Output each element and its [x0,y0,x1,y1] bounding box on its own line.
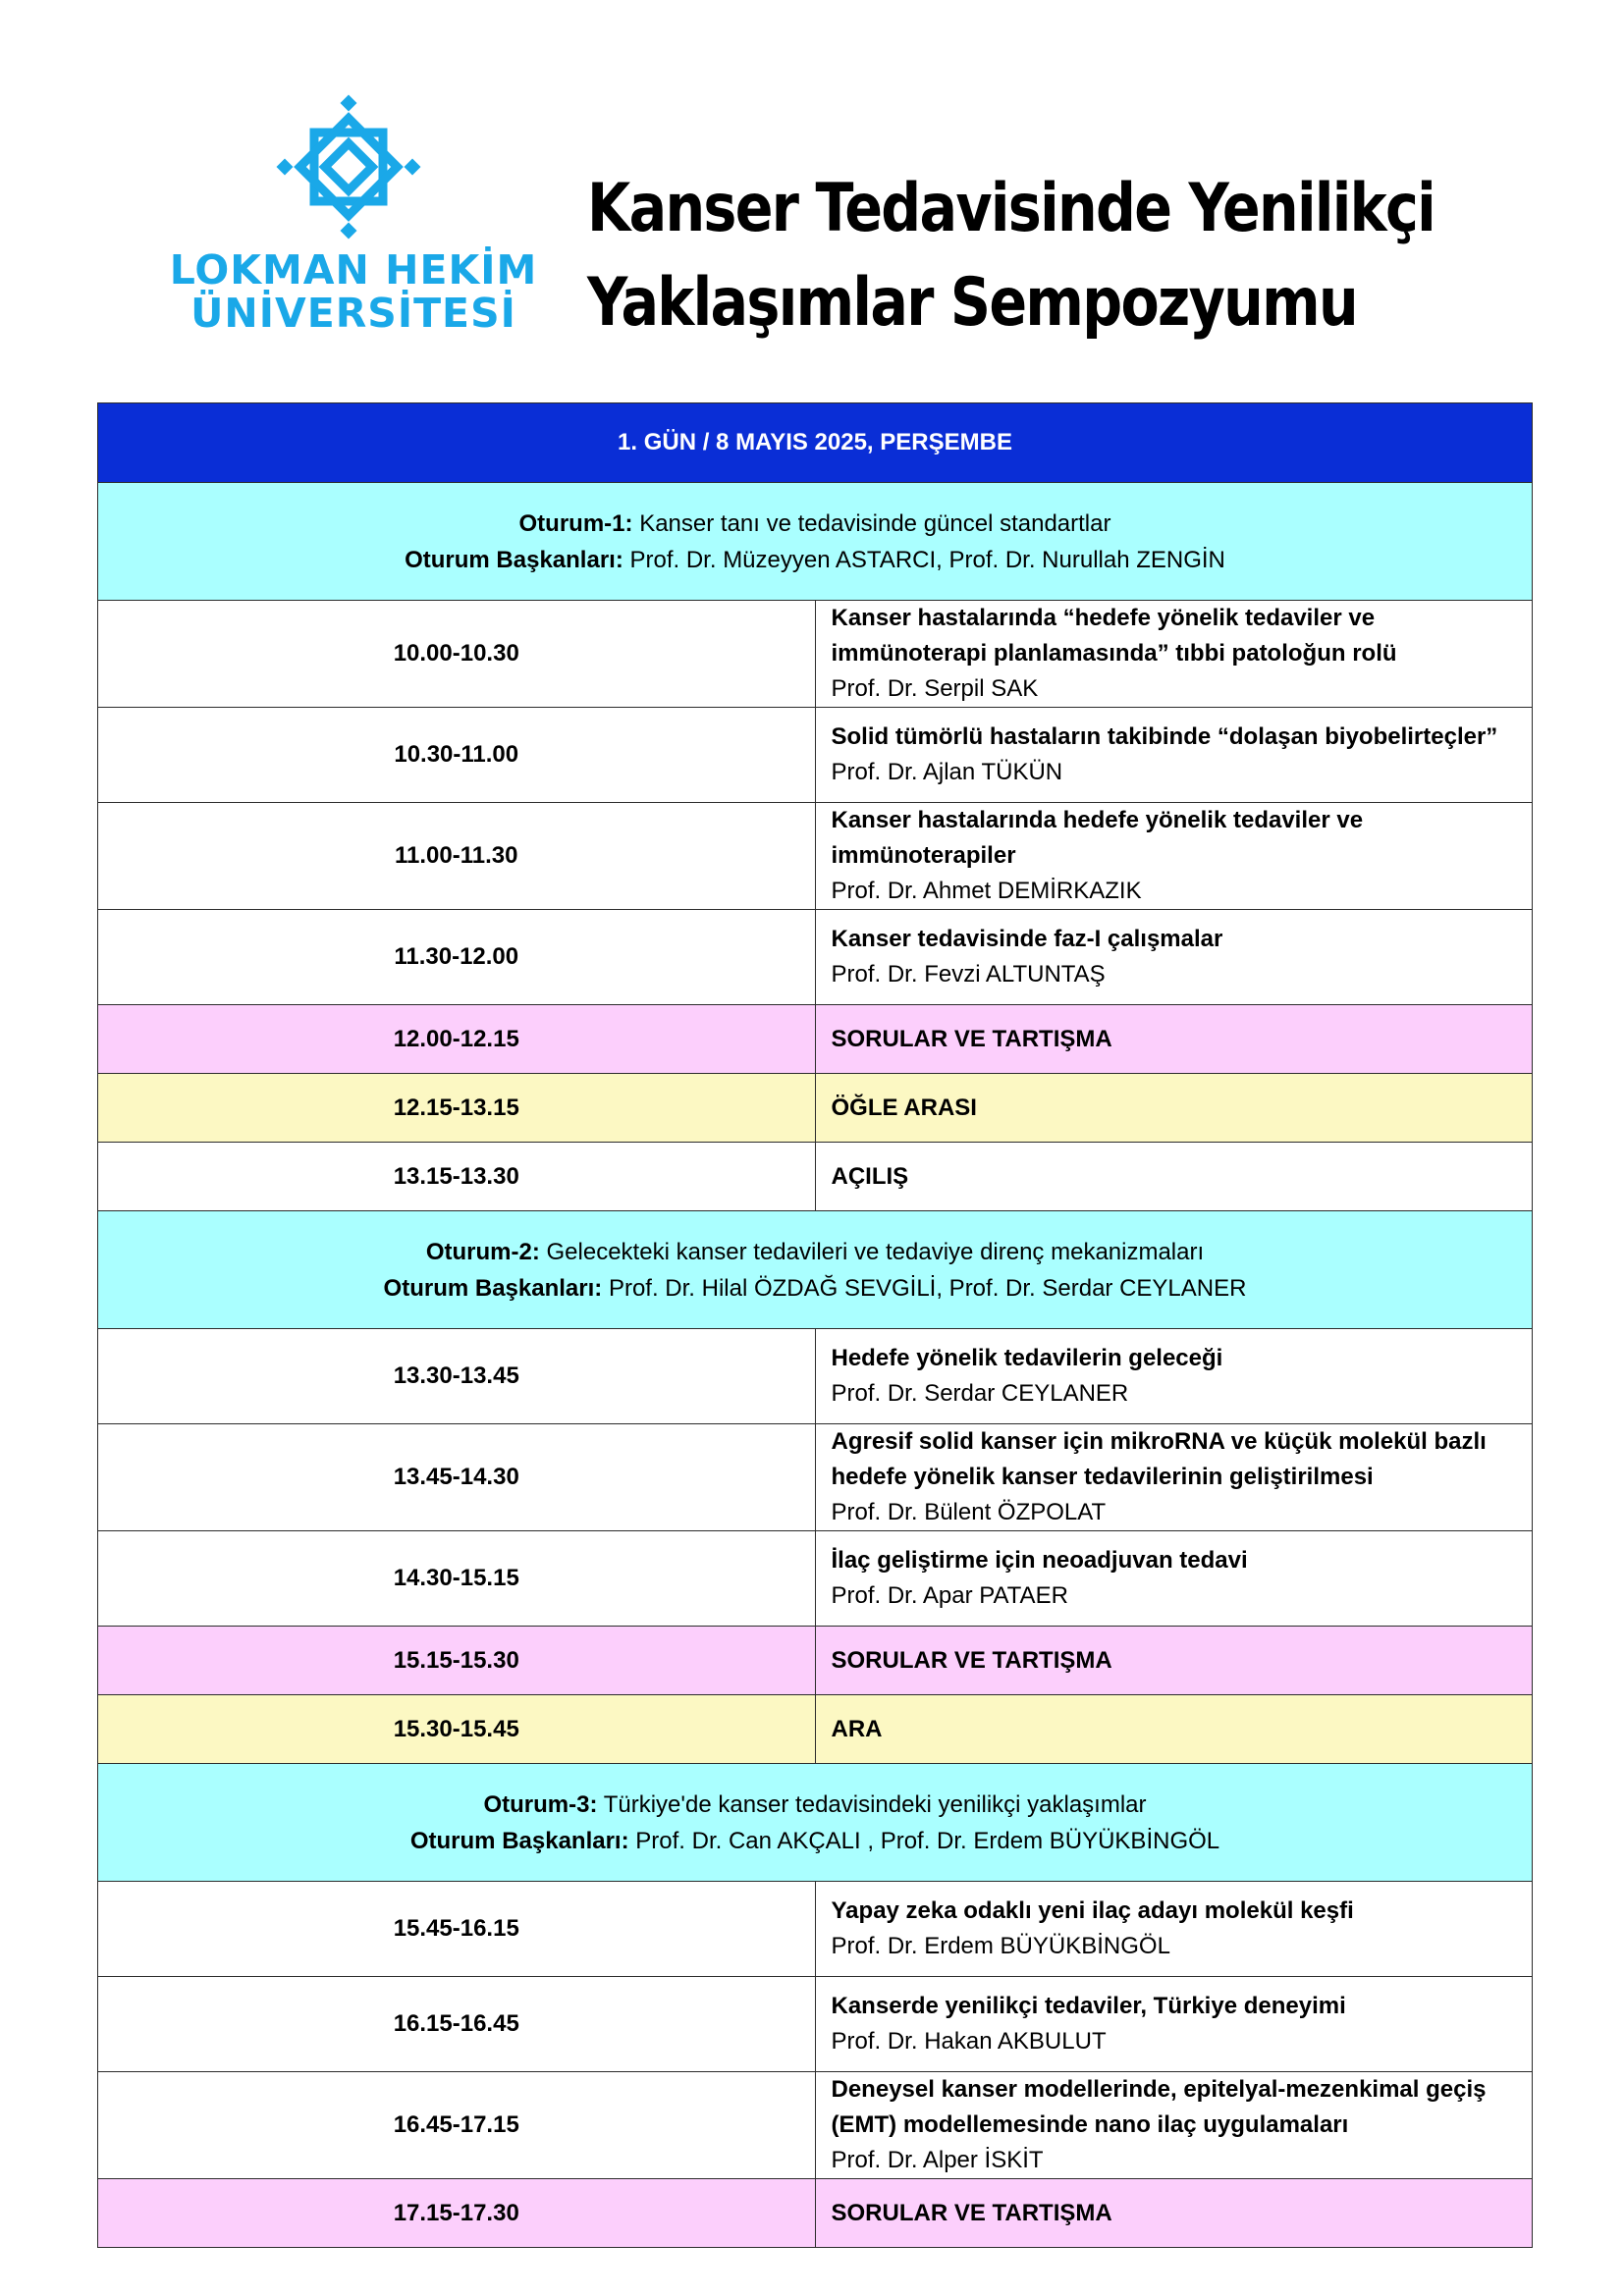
session-label: Oturum-1: [518,509,633,537]
session-header [98,483,1533,601]
session-chairs: Prof. Dr. Hilal ÖZDAĞ SEVGİLİ, Prof. Dr. Serdar CEYLANER [608,1274,1247,1302]
qa-row [98,1005,1533,1074]
break-row [98,1695,1533,1764]
session-chairs: Prof. Dr. Müzeyyen ASTARCI, Prof. Dr. Nurullah ZENGİN [629,546,1225,573]
talk-title: İlaç geliştirme için neoadjuvan tedavi [831,1547,1248,1574]
talk-title: Yapay zeka odaklı yeni ilaç adayı molekül keşfi [831,1897,1354,1924]
time-cell: 12.00-12.15 [98,1005,816,1074]
title-line-2: Yaklaşımlar Sempozyumu [587,264,1357,342]
session-title: Gelecekteki kanser tedavileri ve tedaviye direnç mekanizmaları [546,1238,1205,1265]
qa-row [98,1627,1533,1695]
break-label: ÖĞLE ARASI [815,1074,1533,1143]
speaker-name: Prof. Dr. Ahmet DEMİRKAZIK [831,878,1142,904]
page-title [587,162,1435,350]
logo-line-2: ÜNİVERSİTESİ [190,290,516,337]
time-cell: 15.45-16.15 [98,1882,816,1977]
break-row [98,1074,1533,1143]
speaker-name: Prof. Dr. Fevzi ALTUNTAŞ [831,961,1106,988]
title-line-1: Kanser Tedavisinde Yenilikçi [587,170,1435,247]
time-cell: 16.15-16.45 [98,1977,816,2072]
talk-cell [815,1329,1533,1424]
session-header [98,1764,1533,1882]
session-title: Kanser tanı ve tedavisinde güncel standartlar [639,509,1111,537]
university-logo [162,93,545,348]
table-row [98,1329,1533,1424]
table-row [98,1977,1533,2072]
day-header-row [98,403,1533,483]
talk-cell [815,803,1533,910]
time-cell: 10.00-10.30 [98,601,816,708]
session-header-row [98,1211,1533,1329]
session-header-row [98,483,1533,601]
table-row [98,1531,1533,1627]
table-row [98,1882,1533,1977]
speaker-name: Prof. Dr. Alper İSKİT [831,2147,1044,2173]
speaker-name: Prof. Dr. Bülent ÖZPOLAT [831,1499,1107,1525]
time-cell: 12.15-13.15 [98,1074,816,1143]
session-chairs: Prof. Dr. Can AKÇALI , Prof. Dr. Erdem BÜYÜKBİNGÖL [635,1827,1220,1854]
talk-cell [815,2072,1533,2179]
speaker-name: Prof. Dr. Apar PATAER [831,1582,1068,1609]
break-label: ARA [815,1695,1533,1764]
time-cell: 15.30-15.45 [98,1695,816,1764]
time-cell: 15.15-15.30 [98,1627,816,1695]
talk-title: Kanserde yenilikçi tedaviler, Türkiye deneyimi [831,1993,1346,2019]
time-cell: 17.15-17.30 [98,2179,816,2248]
speaker-name: Prof. Dr. Serpil SAK [831,675,1039,702]
time-cell: 14.30-15.15 [98,1531,816,1627]
talk-title: Deneysel kanser modellerinde, epitelyal-mezenkimal geçiş (EMT) modellemesinde nano ilaç uygulamaları [831,2076,1487,2138]
talk-title: Solid tümörlü hastaların takibinde “dolaşan biyobelirteçler” [831,723,1498,750]
speaker-name: Prof. Dr. Erdem BÜYÜKBİNGÖL [831,1933,1170,1959]
time-cell: 11.30-12.00 [98,910,816,1005]
speaker-name: Prof. Dr. Ajlan TÜKÜN [831,759,1063,785]
table-row [98,1424,1533,1531]
session-header-row [98,1764,1533,1882]
table-row [98,2072,1533,2179]
session-chairs-label: Oturum Başkanları: [409,1827,629,1854]
opening-label: AÇILIŞ [815,1143,1533,1211]
talk-cell [815,910,1533,1005]
speaker-name: Prof. Dr. Hakan AKBULUT [831,2028,1107,2055]
talk-title: Kanser hastalarında hedefe yönelik tedaviler ve immünoterapiler [831,807,1364,869]
opening-row [98,1143,1533,1211]
qa-label: SORULAR VE TARTIŞMA [815,1627,1533,1695]
talk-cell [815,1424,1533,1531]
qa-label: SORULAR VE TARTIŞMA [815,1005,1533,1074]
table-row [98,601,1533,708]
session-label: Oturum-3: [483,1790,598,1818]
talk-cell [815,1531,1533,1627]
time-cell: 13.45-14.30 [98,1424,816,1531]
talk-cell [815,708,1533,803]
time-cell: 10.30-11.00 [98,708,816,803]
session-chairs-label: Oturum Başkanları: [383,1274,603,1302]
logo-line-1: LOKMAN HEKİM [169,246,538,294]
day-header: 1. GÜN / 8 MAYIS 2025, PERŞEMBE [98,403,1533,483]
qa-label: SORULAR VE TARTIŞMA [815,2179,1533,2248]
table-row [98,803,1533,910]
time-cell: 16.45-17.15 [98,2072,816,2179]
time-cell: 13.30-13.45 [98,1329,816,1424]
session-title: Türkiye'de kanser tedavisindeki yenilikçi yaklaşımlar [603,1790,1147,1818]
qa-row [98,2179,1533,2248]
table-row [98,708,1533,803]
table-row [98,910,1533,1005]
session-chairs-label: Oturum Başkanları: [405,546,623,573]
speaker-name: Prof. Dr. Serdar CEYLANER [831,1380,1129,1407]
talk-cell [815,1977,1533,2072]
talk-cell [815,1882,1533,1977]
session-header [98,1211,1533,1329]
time-cell: 13.15-13.30 [98,1143,816,1211]
talk-title: Kanser tedavisinde faz-I çalışmalar [831,926,1223,952]
program-table [97,402,1533,2248]
logo-star-icon [275,93,422,240]
talk-cell [815,601,1533,708]
talk-title: Agresif solid kanser için mikroRNA ve küçük molekül bazlı hedefe yönelik kanser tedavilerinin geliştirilmesi [831,1428,1487,1490]
talk-title: Kanser hastalarında “hedefe yönelik tedaviler ve immünoterapi planlamasında” tıbbi patoloğun rolü [831,605,1397,667]
time-cell: 11.00-11.30 [98,803,816,910]
talk-title: Hedefe yönelik tedavilerin geleceği [831,1345,1223,1371]
logo-wordmark [162,248,545,335]
session-label: Oturum-2: [425,1238,540,1265]
